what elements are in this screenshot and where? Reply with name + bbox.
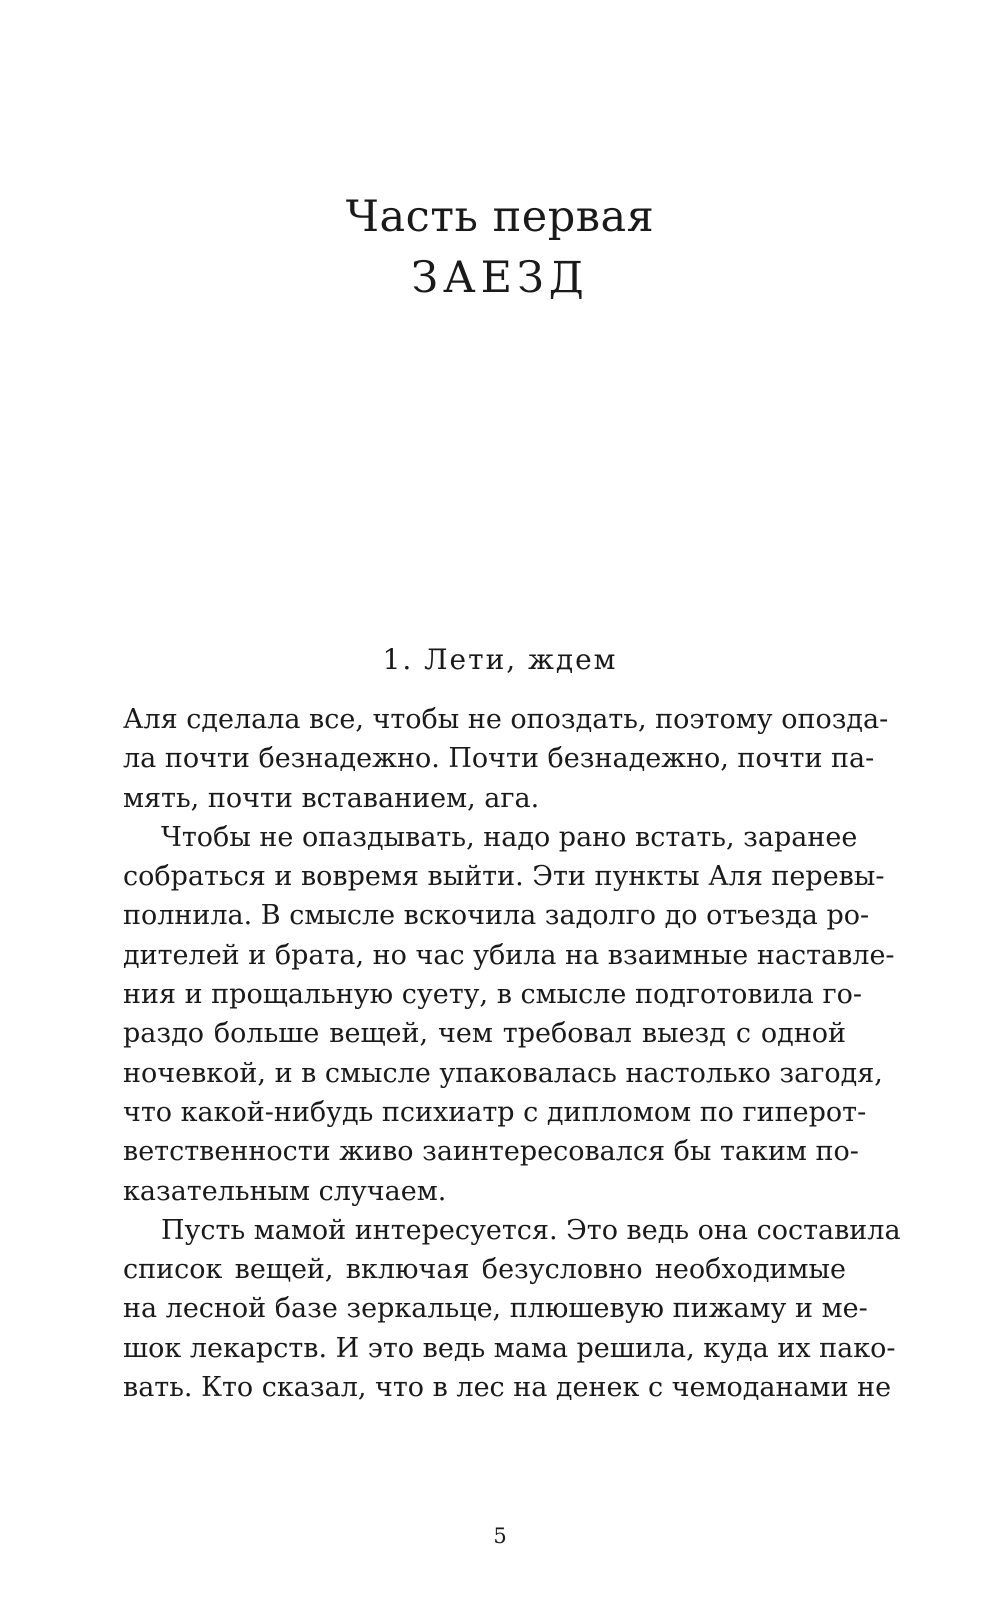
text-line: Пусть мамой интересуется. Это ведь она составила [161, 1214, 901, 1246]
text-line: ночевкой, и в смысле упаковалась настолько загодя, [123, 1057, 883, 1089]
text-line: раздо больше вещей, чем требовал выезд с одной [123, 1018, 846, 1050]
text-line: ния и прощальную суету, в смысле подготовила го- [123, 979, 862, 1011]
paragraph [123, 1211, 901, 1407]
text-line: список вещей, включая безусловно необходимые [123, 1254, 846, 1286]
text-line: на лесной базе зеркальце, плюшевую пижаму и ме- [123, 1293, 868, 1325]
text-line: дителей и брата, но час убила на взаимные наставле- [123, 939, 895, 971]
text-line: шок лекарств. И это ведь мама решила, куда их пако- [123, 1332, 896, 1364]
part-title: ЗАЕЗД [411, 253, 589, 303]
text-line: мять, почти вставанием, ага. [123, 782, 540, 814]
text-line: ла почти безнадежно. Почти безнадежно, почти па- [123, 743, 875, 775]
text-line: собраться и вовремя выйти. Эти пункты Аля перевы- [123, 861, 885, 893]
paragraph [123, 818, 895, 1211]
paragraph [123, 700, 889, 818]
text-line: полнила. В смысле вскочила задолго до отъезда ро- [123, 900, 870, 932]
text-line: Аля сделала все, чтобы не опоздать, поэтому опозда- [123, 704, 889, 735]
part-label: Часть первая [345, 192, 655, 242]
body-text [123, 700, 901, 1407]
text-line: вать. Кто сказал, что в лес на денек с чемоданами не [123, 1372, 892, 1404]
chapter-title: 1. Лети, ждем [382, 643, 618, 676]
text-line: казательным случаем. [123, 1175, 447, 1207]
text-line: Чтобы не опаздывать, надо рано встать, заранее [161, 821, 858, 853]
part-heading [0, 190, 1000, 306]
page-number: 5 [493, 1524, 507, 1548]
text-line: что какой-нибудь психиатр с дипломом по гиперот- [123, 1096, 867, 1128]
text-line: ветственности живо заинтересовался бы таким по- [123, 1136, 859, 1168]
